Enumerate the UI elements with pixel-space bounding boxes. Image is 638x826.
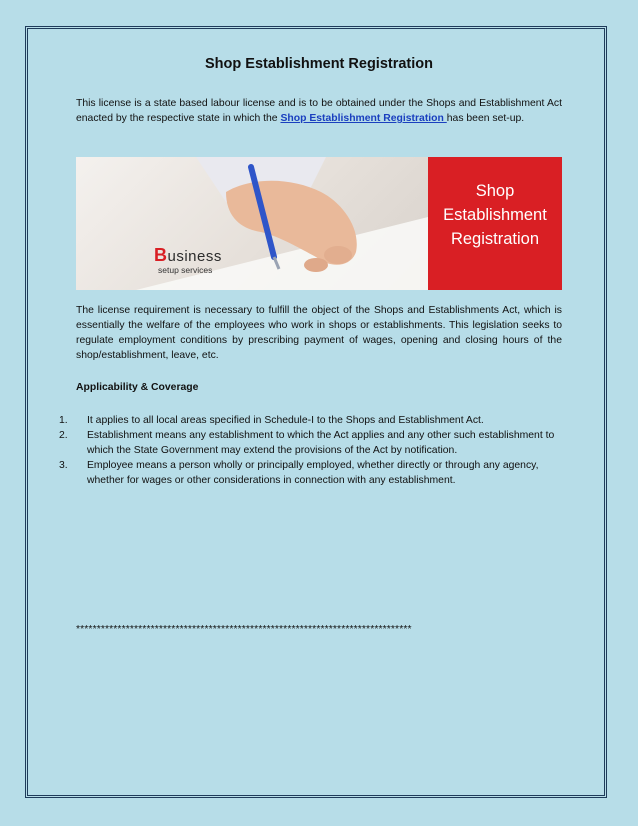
intro-text-before-link: This license is a state based labour license and is to be obtained under the Shops and Establishment Act enacted by the respective state in which the bbox=[76, 98, 562, 124]
list-item: 1. It applies to all local areas specified in Schedule-I to the Shops and Establishment Act. bbox=[59, 415, 484, 426]
banner-heading bbox=[428, 179, 562, 251]
page-border bbox=[25, 26, 607, 798]
shop-establishment-registration-link[interactable]: Shop Establishment Registration bbox=[280, 113, 447, 124]
asterisk-separator: ********************************************************************************* bbox=[76, 624, 412, 635]
banner-photo-area bbox=[76, 157, 428, 290]
banner-line-1: Shop bbox=[475, 182, 515, 200]
document-title: Shop Establishment Registration bbox=[205, 56, 433, 72]
banner-image bbox=[76, 157, 562, 290]
business-logo: Business bbox=[154, 245, 222, 265]
hand-with-pen-illustration bbox=[76, 157, 428, 290]
banner-line-2: Establishment bbox=[443, 206, 547, 224]
intro-paragraph bbox=[76, 96, 562, 126]
intro-text-after-link: has been set-up. bbox=[446, 113, 525, 124]
banner-line-3: Registration bbox=[450, 230, 540, 248]
applicability-heading: Applicability & Coverage bbox=[76, 382, 199, 393]
requirement-paragraph: The license requirement is necessary to fulfill the object of the Shops and Establishments Act, which is essentially the welfare of the employees who work in shops or establishments. This legislation seeks to regulate employment conditions by prescribing payment of wages, opening and closing hours of the shop/establishment, leave, etc. bbox=[76, 305, 562, 361]
list-item: 2. Establishment means any establishment to which the Act applies and any other such establishment to which the State Government may extend the provisions of the Act by notification. bbox=[59, 430, 555, 456]
business-tagline: setup services bbox=[158, 265, 213, 275]
applicability-list bbox=[59, 413, 562, 488]
list-item: 3. Employee means a person wholly or principally employed, whether directly or through any agency, whether for wages or other considerations in connection with any establishment. bbox=[59, 460, 539, 486]
